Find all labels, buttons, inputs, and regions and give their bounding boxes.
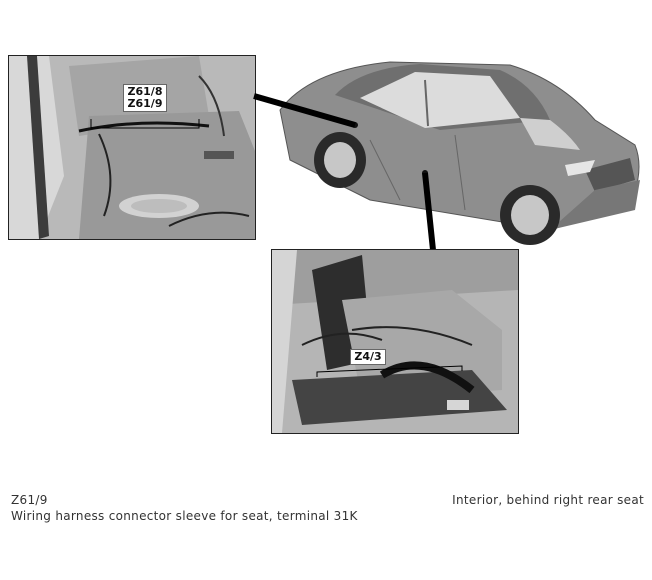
caption-left — [11, 492, 431, 524]
inset-photo-bottom — [271, 249, 519, 434]
callout-z61-8: Z61/8 — [127, 85, 163, 98]
callout-z61-9: Z61/9 — [127, 97, 163, 110]
component-description: Wiring harness connector sleeve for seat, terminal 31K — [11, 509, 358, 523]
component-code: Z61/9 — [11, 493, 48, 507]
callout-z4-3: Z4/3 — [350, 349, 386, 365]
component-location: Interior, behind right rear seat — [452, 493, 644, 507]
inset-bottom-illustration — [272, 250, 518, 433]
